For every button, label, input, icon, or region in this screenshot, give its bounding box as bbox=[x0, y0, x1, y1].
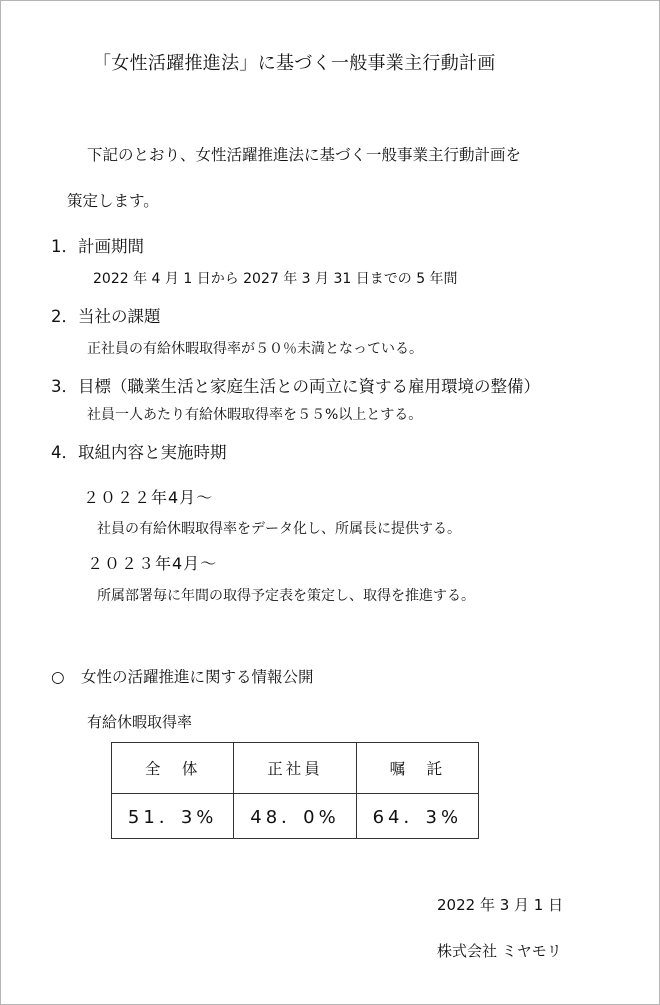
section-2-heading: 2．当社の課題 bbox=[51, 307, 161, 326]
section-3-heading: 3．目標（職業生活と家庭生活との両立に資する雇用環境の整備） bbox=[51, 377, 540, 396]
leave-rate-table bbox=[111, 742, 479, 839]
column-header-regular: 正社員 bbox=[234, 743, 356, 794]
disclosure-heading: 女性の活躍推進に関する情報公開 bbox=[81, 668, 314, 686]
column-header-contract: 嘱 託 bbox=[356, 743, 478, 794]
initiative-1-period: ２０２２年4月～ bbox=[83, 488, 214, 507]
rate-contract: 64．3% bbox=[356, 794, 478, 839]
intro-line-1: 下記のとおり、女性活躍推進法に基づく一般事業主行動計画を bbox=[87, 146, 522, 164]
section-2-body: 正社員の有給休暇取得率が５０％未満となっている。 bbox=[87, 341, 423, 357]
section-3-body: 社員一人あたり有給休暇取得率を５５%以上とする。 bbox=[87, 407, 423, 423]
rate-regular: 48．0% bbox=[234, 794, 356, 839]
disclosure-heading-row bbox=[51, 665, 314, 687]
issue-date: 2022 年 3 月 1 日 bbox=[437, 896, 564, 914]
table-row bbox=[112, 794, 479, 839]
circle-bullet-icon: ○ bbox=[51, 668, 65, 686]
table-header-row bbox=[112, 743, 479, 794]
rate-all: 51．3% bbox=[112, 794, 234, 839]
initiative-1-detail: 社員の有給休暇取得率をデータ化し、所属長に提供する。 bbox=[97, 521, 461, 537]
section-1-heading: 1．計画期間 bbox=[51, 237, 144, 256]
initiative-2-period: ２０２３年4月～ bbox=[87, 554, 218, 573]
rate-table-label: 有給休暇取得率 bbox=[87, 713, 193, 731]
document-title: 「女性活躍推進法」に基づく一般事業主行動計画 bbox=[93, 53, 496, 74]
section-4-heading: 4．取組内容と実施時期 bbox=[51, 443, 227, 462]
initiative-2-detail: 所属部署毎に年間の取得予定表を策定し、取得を推進する。 bbox=[97, 588, 475, 604]
intro-line-2: 策定します。 bbox=[67, 192, 159, 210]
company-name: 株式会社 ミヤモリ bbox=[437, 942, 562, 960]
column-header-all: 全 体 bbox=[112, 743, 234, 794]
section-1-body: 2022 年 4 月 1 日から 2027 年 3 月 31 日までの 5 年間 bbox=[93, 271, 458, 287]
